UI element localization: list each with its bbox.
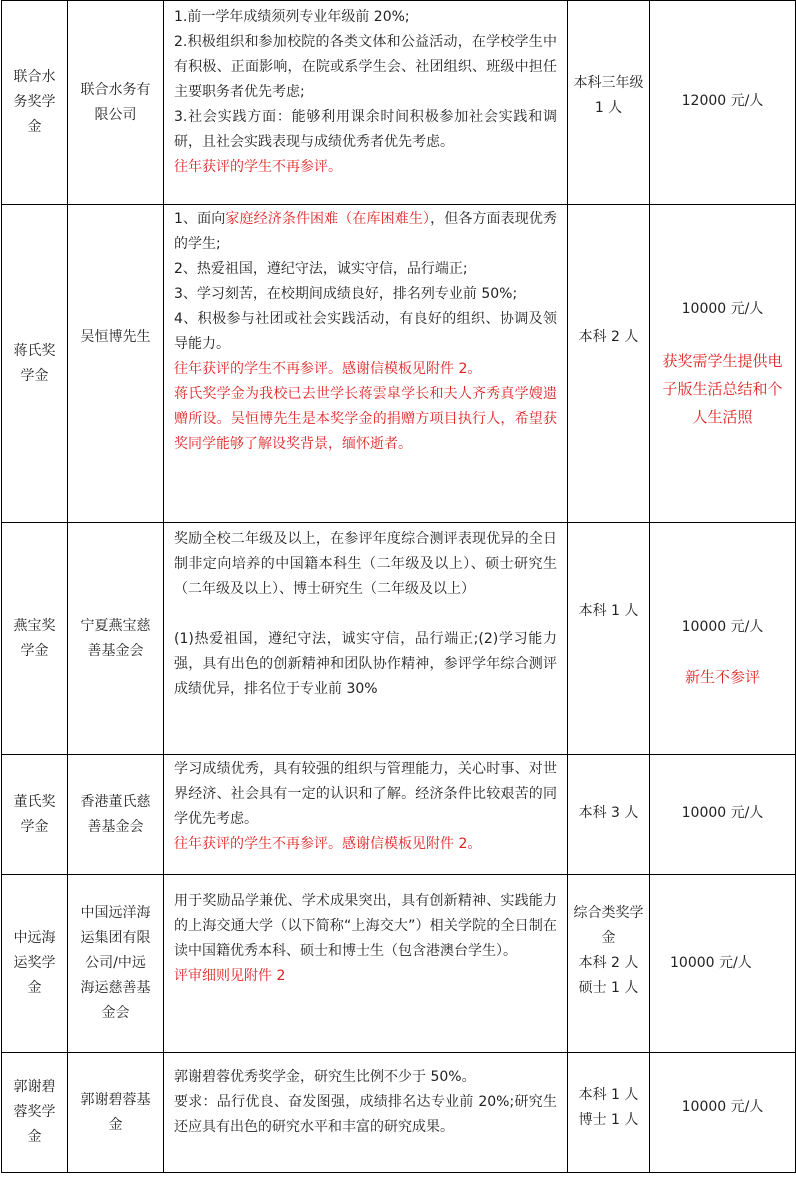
table-row: [2, 205, 796, 523]
amount-cell: [650, 755, 796, 875]
quota-line: 博士 1 人: [578, 1112, 639, 1128]
scholarship-name: 郭谢碧蓉奖学金: [13, 1079, 56, 1145]
amount: 10000 元/人: [670, 955, 752, 971]
requirement-item: 要求：品行优良、奋发图强，成绩排名达专业前 20%;研究生还应具有出色的研究水平和丰富的研究成果。: [174, 1094, 557, 1135]
donor-cell: [68, 1, 164, 205]
donor-cell: [68, 875, 164, 1053]
highlight-text: 家庭经济条件困难（在库困难生）: [225, 211, 431, 227]
quota-cell: [568, 523, 650, 755]
quota: 本科三年级 1 人: [573, 75, 644, 116]
donor-name: 宁夏燕宝慈善基金会: [80, 617, 151, 659]
scholarship-name-cell: [2, 1053, 68, 1173]
donor-name: 郭谢碧蓉基金: [80, 1091, 151, 1133]
requirement-item: 2.积极组织和参加校院的各类文体和公益活动，在学校学生中有积极、正面影响，在院或系学生会、社团组织、班级中担任主要职务者优先考虑;: [174, 34, 557, 100]
table-row: [2, 875, 796, 1053]
table-row: [2, 1, 796, 205]
requirements-cell: [164, 1053, 568, 1173]
donor-name: 中国远洋海运集团有限公司/中远海运慈善基金会: [80, 905, 151, 1021]
scholarship-name: 燕宝奖学金: [13, 617, 56, 659]
requirements-cell: [164, 205, 568, 523]
quota-line: 本科 2 人: [578, 955, 639, 971]
amount-cell: [650, 1053, 796, 1173]
requirement-item: 3、学习刻苦，在校期间成绩良好，排名列专业前 50%;: [174, 286, 518, 302]
amount: 10000 元/人: [681, 805, 764, 821]
requirement-note: 往年获评的学生不再参评。感谢信模板见附件 2。: [174, 836, 482, 852]
quota-line: 硕士 1 人: [578, 980, 639, 996]
quota-cell: [568, 1053, 650, 1173]
scholarship-name: 中远海运奖学金: [13, 930, 56, 996]
quota-line: 本科 1 人: [578, 1087, 639, 1103]
amount: 10000 元/人: [681, 301, 764, 317]
table-row: [2, 1053, 796, 1173]
requirement-note: 往年获评的学生不再参评。: [174, 159, 342, 175]
requirement-item: 1、面向家庭经济条件困难（在库困难生），但各方面表现优秀的学生;: [174, 211, 558, 252]
quota-cell: [568, 755, 650, 875]
amount-cell: [650, 875, 796, 1053]
donor-cell: [68, 755, 164, 875]
requirements-cell: [164, 1, 568, 205]
amount: 10000 元/人: [681, 1099, 764, 1115]
scholarship-name: 董氏奖学金: [13, 793, 56, 835]
donor-cell: [68, 205, 164, 523]
requirement-item: 用于奖励品学兼优、学术成果突出，具有创新精神、实践能力的上海交通大学（以下简称“上海交大”）相关学院的全日制在读中国籍优秀本科、硕士和博士生（包含港澳台学生）。: [174, 893, 557, 959]
quota-line: 综合类奖学金: [573, 905, 644, 946]
quota-cell: [568, 205, 650, 523]
requirement-note: 往年获评的学生不再参评。感谢信模板见附件 2。: [174, 361, 482, 377]
requirements-cell: [164, 523, 568, 755]
donor-name: 香港董氏慈善基金会: [80, 793, 151, 835]
scholarship-name-cell: [2, 523, 68, 755]
requirement-item: 3.社会实践方面：能够利用课余时间积极参加社会实践和调研，且社会实践表现与成绩优秀者优先考虑。: [174, 109, 557, 150]
requirement-note: 蒋氏奖学金为我校已去世学长蒋雲皐学长和夫人齐秀真学嫂遗赠所设。吴恒博先生是本奖学金的捐赠方项目执行人，希望获奖同学能够了解设奖背景，缅怀逝者。: [174, 386, 557, 452]
requirement-item: 郭谢碧蓉优秀奖学金，研究生比例不少于 50%。: [174, 1069, 476, 1085]
quota-cell: [568, 875, 650, 1053]
requirement-item: 4、积极参与社团或社会实践活动，有良好的组织、协调及领导能力。: [174, 311, 557, 352]
requirements-cell: [164, 875, 568, 1053]
donor-cell: [68, 523, 164, 755]
quota-cell: [568, 1, 650, 205]
requirements-cell: [164, 755, 568, 875]
requirement-intro: 奖励全校二年级及以上，在参评年度综合测评表现优异的全日制非定向培养的中国籍本科生（二年级及以上）、硕士研究生（二年级及以上）、博士研究生（二年级及以上）: [174, 531, 557, 597]
requirement-note: 评审细则见附件 2: [174, 968, 286, 984]
quota: 本科 1 人: [578, 603, 639, 619]
scholarship-name-cell: [2, 1, 68, 205]
amount-cell: [650, 523, 796, 755]
amount-note: 新生不参评: [684, 668, 760, 686]
amount-note: 获奖需学生提供电子版生活总结和个人生活照: [662, 352, 783, 426]
scholarship-name-cell: [2, 205, 68, 523]
amount: 10000 元/人: [681, 619, 764, 635]
scholarship-name: 蒋氏奖学金: [13, 342, 56, 384]
donor-name: 吴恒博先生: [80, 329, 151, 345]
quota: 本科 2 人: [578, 329, 639, 345]
table-row: [2, 755, 796, 875]
requirement-item: (1)热爱祖国，遵纪守法，诚实守信，品行端正;(2)学习能力强，具有出色的创新精神和团队协作精神，参评学年综合测评成绩优异，排名位于专业前 30%: [174, 631, 557, 697]
donor-cell: [68, 1053, 164, 1173]
scholarship-name-cell: [2, 755, 68, 875]
amount: 12000 元/人: [681, 93, 764, 109]
amount-cell: [650, 205, 796, 523]
donor-name: 联合水务有限公司: [80, 81, 151, 123]
requirement-item: 1.前一学年成绩须列专业年级前 20%;: [174, 9, 410, 25]
scholarship-table: [1, 0, 796, 1173]
requirement-item: 2、热爱祖国，遵纪守法，诚实守信，品行端正;: [174, 261, 468, 277]
requirement-item: 学习成绩优秀，具有较强的组织与管理能力，关心时事、对世界经济、社会具有一定的认识和了解。经济条件比较艰苦的同学优先考虑。: [174, 761, 557, 827]
amount-cell: [650, 1, 796, 205]
table-row: [2, 523, 796, 755]
scholarship-name: 联合水务奖学金: [13, 69, 56, 135]
scholarship-name-cell: [2, 875, 68, 1053]
quota: 本科 3 人: [578, 805, 639, 821]
